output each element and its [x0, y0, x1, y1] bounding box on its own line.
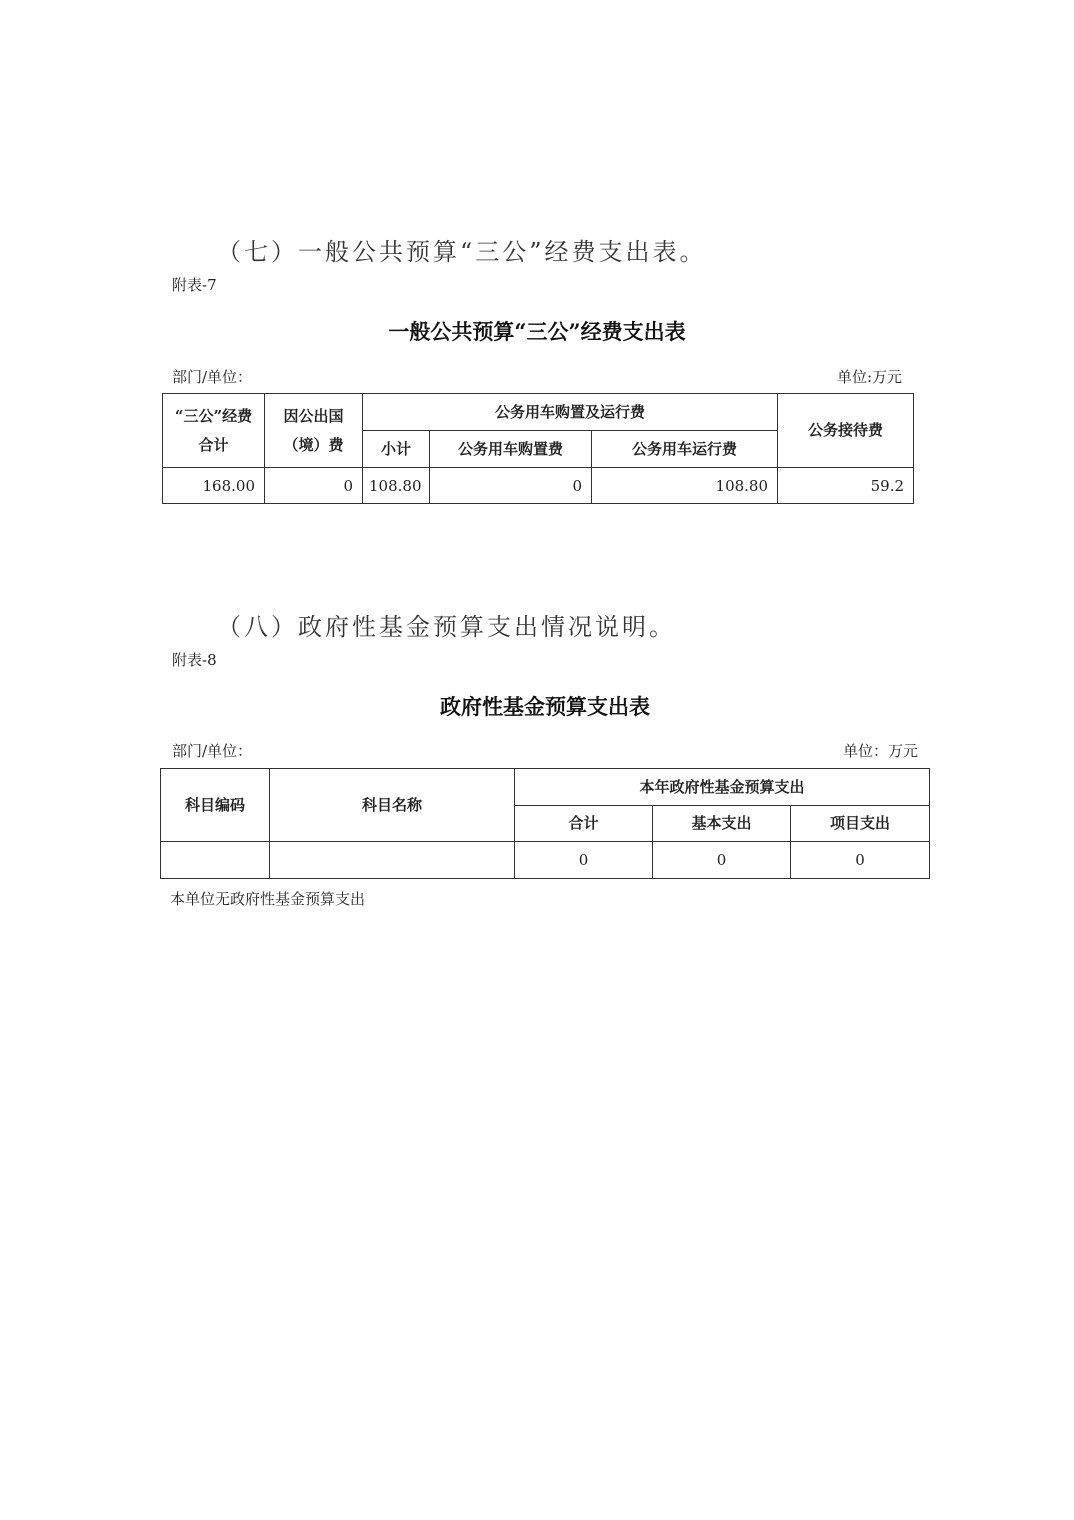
header-total: 合计	[515, 806, 653, 842]
cell-subject-name	[270, 842, 515, 879]
cell-project: 0	[791, 842, 930, 879]
section8-unit-label: 单位：万元	[842, 742, 918, 760]
cell-subject-code	[161, 842, 270, 879]
cell-purchase: 0	[430, 468, 592, 504]
header-subtotal: 小计	[363, 431, 430, 468]
section7-dept-label: 部门/单位：	[172, 368, 253, 386]
header-subject-code: 科目编码	[161, 769, 270, 842]
cell-abroad: 0	[265, 468, 363, 504]
section8-appendix-label: 附表-8	[172, 651, 217, 669]
header-reception: 公务接待费	[778, 394, 914, 468]
header-project-expense: 项目支出	[791, 806, 930, 842]
section7-appendix-label: 附表-7	[172, 276, 217, 294]
table-row	[161, 842, 930, 879]
cell-reception: 59.2	[778, 468, 914, 504]
header-vehicle-purchase: 公务用车购置费	[430, 431, 592, 468]
section8-table-title: 政府性基金预算支出表	[440, 694, 650, 719]
header-three-public-total: “三公”经费合计	[163, 394, 265, 468]
cell-basic: 0	[653, 842, 791, 879]
cell-subtotal: 108.80	[363, 468, 430, 504]
section7-table-title: 一般公共预算“三公”经费支出表	[388, 319, 686, 344]
header-vehicle-group: 公务用车购置及运行费	[363, 394, 778, 431]
cell-total: 0	[515, 842, 653, 879]
section8-dept-label: 部门/单位：	[172, 742, 253, 760]
header-official-abroad: 因公出国（境）费	[265, 394, 363, 468]
header-basic-expense: 基本支出	[653, 806, 791, 842]
section8-note: 本单位无政府性基金预算支出	[170, 890, 366, 908]
three-public-expenses-table	[162, 393, 914, 504]
cell-total: 168.00	[163, 468, 265, 504]
table-row	[163, 468, 914, 504]
header-vehicle-operation: 公务用车运行费	[592, 431, 778, 468]
header-subject-name: 科目名称	[270, 769, 515, 842]
header-fund-expense-group: 本年政府性基金预算支出	[515, 769, 930, 806]
government-fund-table	[160, 768, 930, 879]
cell-operation: 108.80	[592, 468, 778, 504]
section7-unit-label: 单位:万元	[836, 368, 902, 386]
section7-heading: （七）一般公共预算“三公”经费支出表。	[217, 238, 707, 266]
section8-heading: （八）政府性基金预算支出情况说明。	[217, 613, 676, 641]
